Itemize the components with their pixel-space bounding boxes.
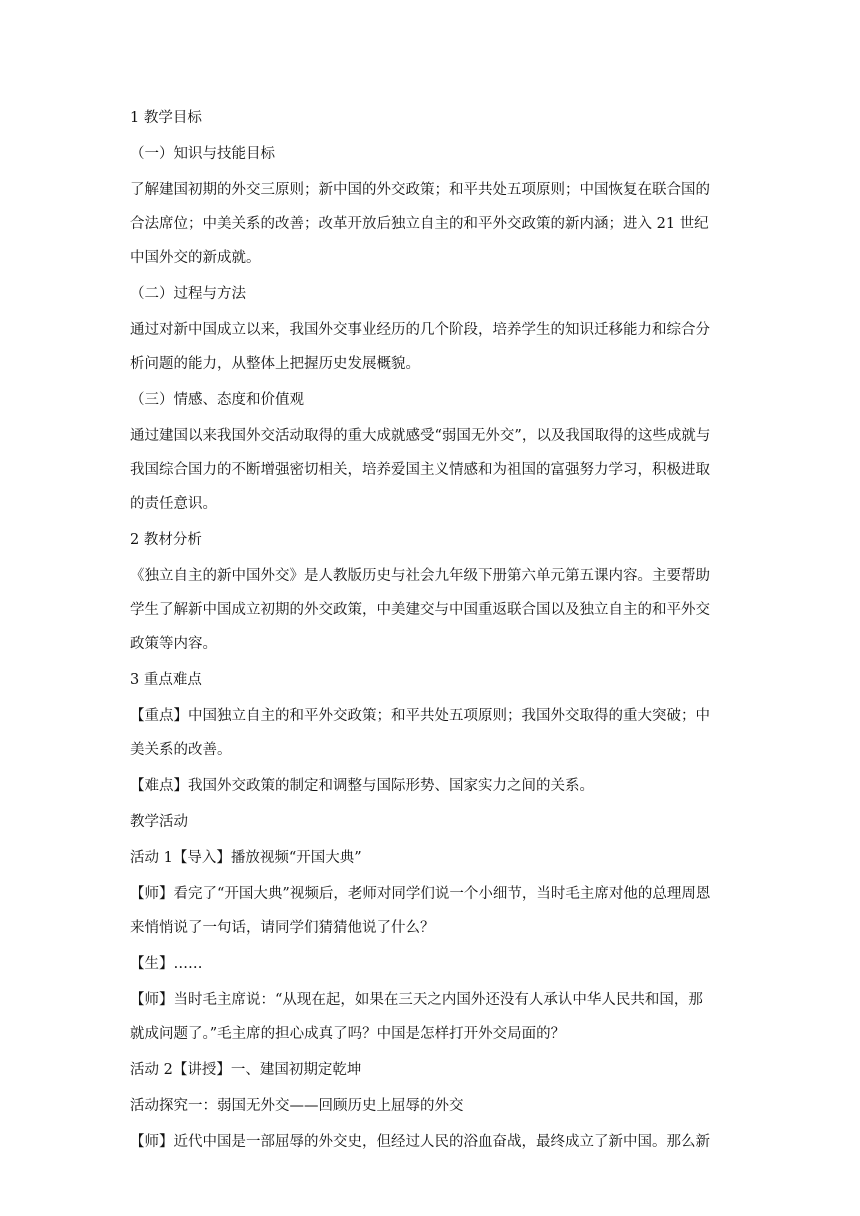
document-page	[130, 108, 730, 1168]
text-line: 美关系的改善。	[130, 742, 232, 758]
text-line: 活动 1【导入】播放视频“开国大典”	[130, 850, 362, 866]
activity2-heading	[130, 1060, 730, 1081]
emotion-heading	[130, 390, 730, 411]
teacher-dialogue-2	[130, 990, 730, 1045]
knowledge-body	[130, 180, 730, 269]
text-line: 【生】……	[130, 956, 203, 972]
text-line: 活动 2【讲授】一、建国初期定乾坤	[130, 1062, 362, 1078]
text-line: 【难点】我国外交政策的制定和调整与国际形势、国家实力之间的关系。	[130, 778, 594, 794]
emotion-body	[130, 426, 730, 515]
text-line: 学生了解新中国成立初期的外交政策，中美建交与中国重返联合国以及独立自主的和平外交	[130, 602, 710, 618]
text-line: 析问题的能力，从整体上把握历史发展概貌。	[130, 356, 420, 372]
text-line: 3 重点难点	[130, 672, 202, 688]
text-line: 就成问题了。”毛主席的担心成真了吗？中国是怎样打开外交局面的？	[130, 1026, 566, 1042]
text-line: 【师】看完了“开国大典”视频后，老师对同学们说一个小细节，当时毛主席对他的总理周恩	[130, 886, 711, 902]
activity1-heading	[130, 848, 730, 869]
analysis-heading	[130, 530, 730, 551]
text-line: 合法席位；中美关系的改善；改革开放后独立自主的和平外交政策的新内涵；进入 21 世纪	[130, 216, 709, 232]
text-line: 通过建国以来我国外交活动取得的重大成就感受“弱国无外交”，以及我国取得的这些成就与	[130, 428, 711, 444]
text-line: 活动探究一：弱国无外交——回顾历史上屈辱的外交	[130, 1098, 464, 1114]
process-body	[130, 320, 730, 375]
student-dialogue-1	[130, 954, 730, 975]
text-line: 1 教学目标	[130, 110, 202, 126]
text-line: 来悄悄说了一句话，请同学们猜猜他说了什么？	[130, 920, 435, 936]
difficulty-body	[130, 776, 730, 797]
text-line: 2 教材分析	[130, 532, 202, 548]
objectives-heading	[130, 108, 730, 129]
process-heading	[130, 284, 730, 305]
text-line: 我国综合国力的不断增强密切相关，培养爱国主义情感和为祖国的富强努力学习，积极进取	[130, 462, 710, 478]
text-line: 通过对新中国成立以来，我国外交事业经历的几个阶段，培养学生的知识迁移能力和综合分	[130, 322, 710, 338]
keypoints-heading	[130, 670, 730, 691]
text-line: （二）过程与方法	[130, 286, 246, 302]
inquiry1-heading	[130, 1096, 730, 1117]
activities-heading	[130, 812, 730, 833]
text-line: 【师】近代中国是一部屈辱的外交史，但经过人民的浴血奋战，最终成立了新中国。那么新	[130, 1134, 710, 1150]
text-line: 中国外交的新成就。	[130, 250, 261, 266]
analysis-body	[130, 566, 730, 655]
text-line: 教学活动	[130, 814, 188, 830]
keypoints-body	[130, 706, 730, 761]
text-line: 【重点】中国独立自主的和平外交政策；和平共处五项原则；我国外交取得的重大突破；中	[130, 708, 710, 724]
text-line: 《独立自主的新中国外交》是人教版历史与社会九年级下册第六单元第五课内容。主要帮助	[130, 568, 710, 584]
teacher-dialogue-1	[130, 884, 730, 939]
text-line: （一）知识与技能目标	[130, 146, 275, 162]
text-line: 【师】当时毛主席说：“从现在起，如果在三天之内国外还没有人承认中华人民共和国，那	[130, 992, 703, 1008]
text-line: 了解建国初期的外交三原则；新中国的外交政策；和平共处五项原则；中国恢复在联合国的	[130, 182, 710, 198]
text-line: （三）情感、态度和价值观	[130, 392, 304, 408]
text-line: 政策等内容。	[130, 636, 217, 652]
text-line: 的责任意识。	[130, 496, 217, 512]
teacher-dialogue-3	[130, 1132, 730, 1153]
knowledge-heading	[130, 144, 730, 165]
